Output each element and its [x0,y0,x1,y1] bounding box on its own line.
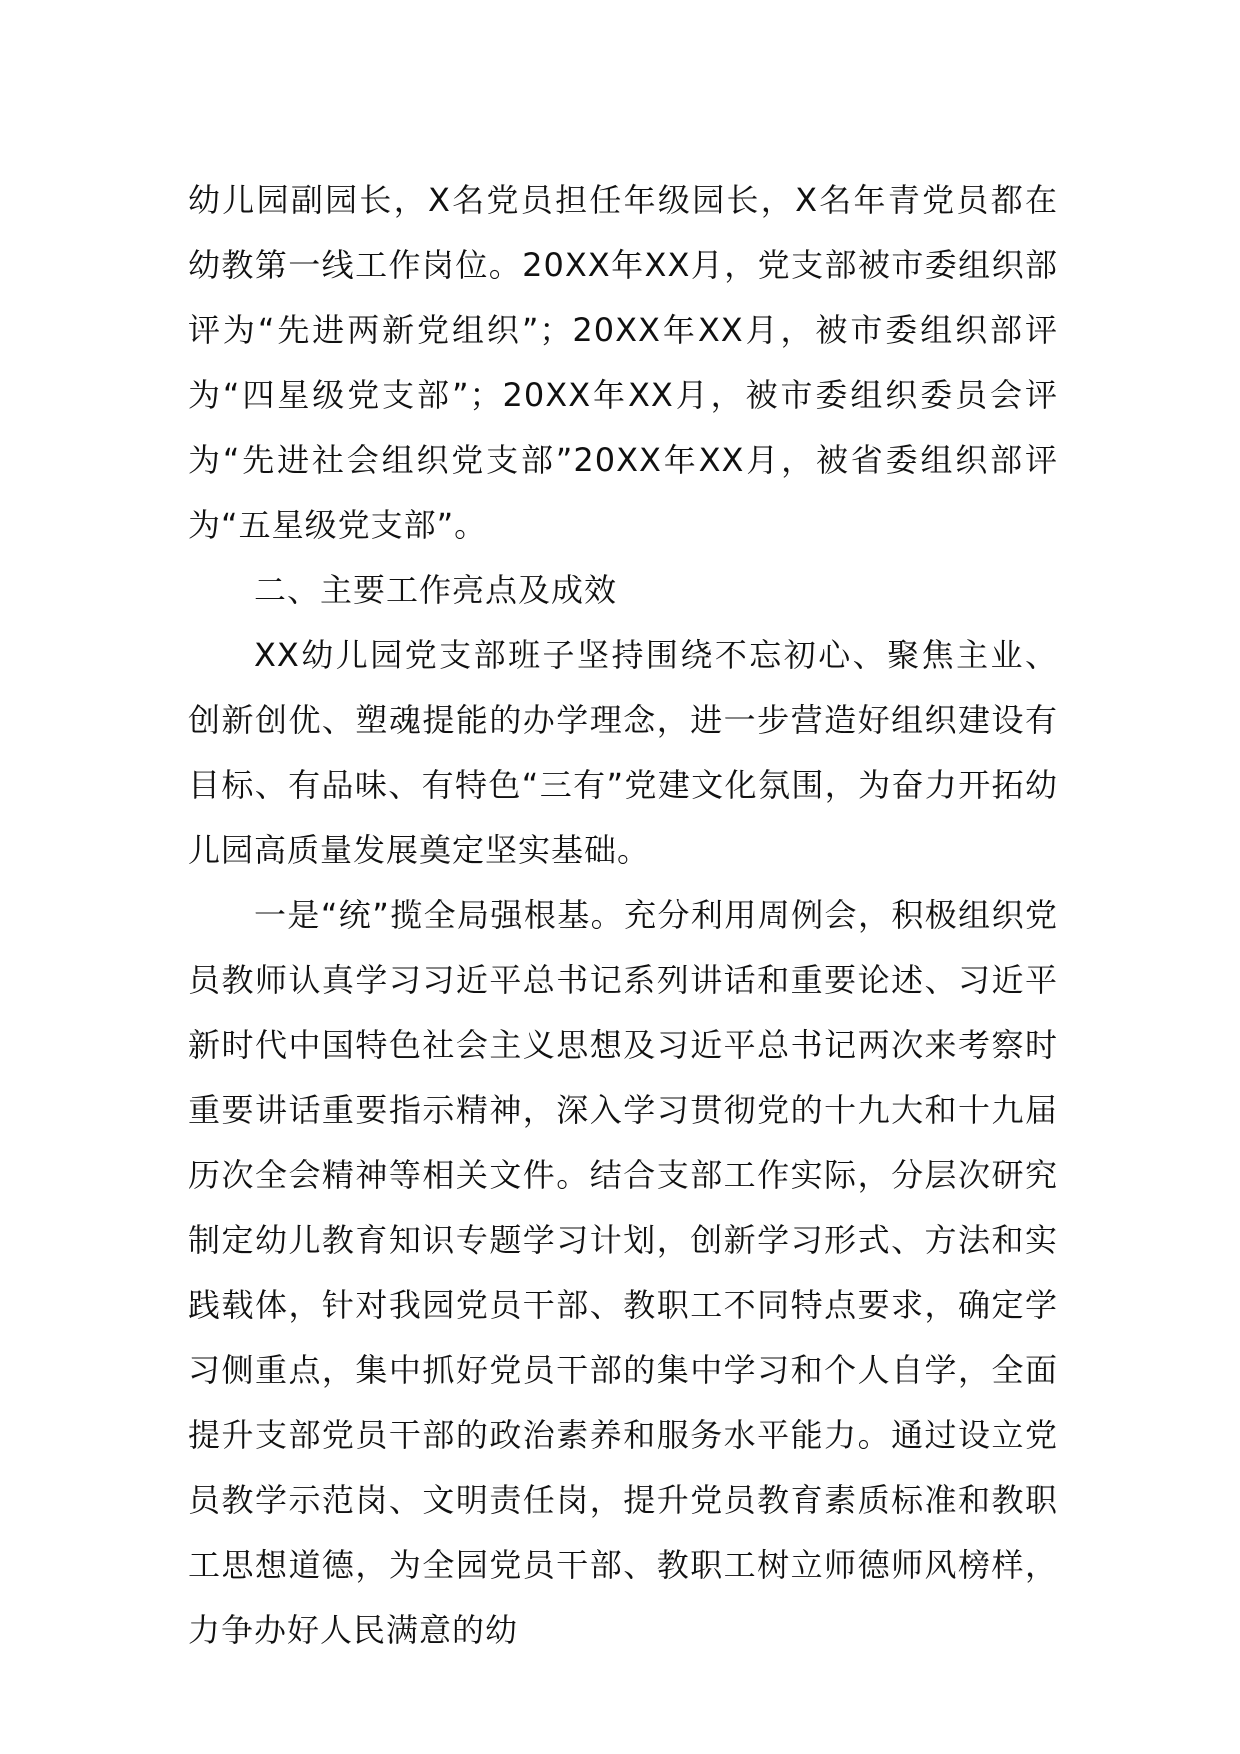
section-heading: 二、主要工作亮点及成效 [254,571,618,609]
document-body [188,168,1058,1663]
paragraph-intro-continuation: 幼儿园副园长，X名党员担任年级园长，X名年青党员都在幼教第一线工作岗位。20XX年XX月，党支部被市委组织部评为“先进两新党组织”；20XX年XX月，被市委组织部评为“四星级党支部”；20XX年XX月，被市委组织委员会评为“先进社会组织党支部”20XX年XX月，被省委组织部评为“五星级党支部”。 [188,181,1058,544]
paragraph-overview: XX幼儿园党支部班子坚持围绕不忘初心、聚焦主业、创新创优、塑魂提能的办学理念，进一步营造好组织建设有目标、有品味、有特色“三有”党建文化氛围，为奋力开拓幼儿园高质量发展奠定坚实基础。 [188,636,1058,869]
paragraph-point-one: 一是“统”揽全局强根基。充分利用周例会，积极组织党员教师认真学习习近平总书记系列讲话和重要论述、习近平新时代中国特色社会主义思想及习近平总书记两次来考察时重要讲话重要指示精神，深入学习贯彻党的十九大和十九届历次全会精神等相关文件。结合支部工作实际，分层次研究制定幼儿教育知识专题学习计划，创新学习形式、方法和实践载体，针对我园党员干部、教职工不同特点要求，确定学习侧重点，集中抓好党员干部的集中学习和个人自学，全面提升支部党员干部的政治素养和服务水平能力。通过设立党员教学示范岗、文明责任岗，提升党员教育素质标准和教职工思想道德，为全园党员干部、教职工树立师德师风榜样，力争办好人民满意的幼 [188,896,1058,1649]
